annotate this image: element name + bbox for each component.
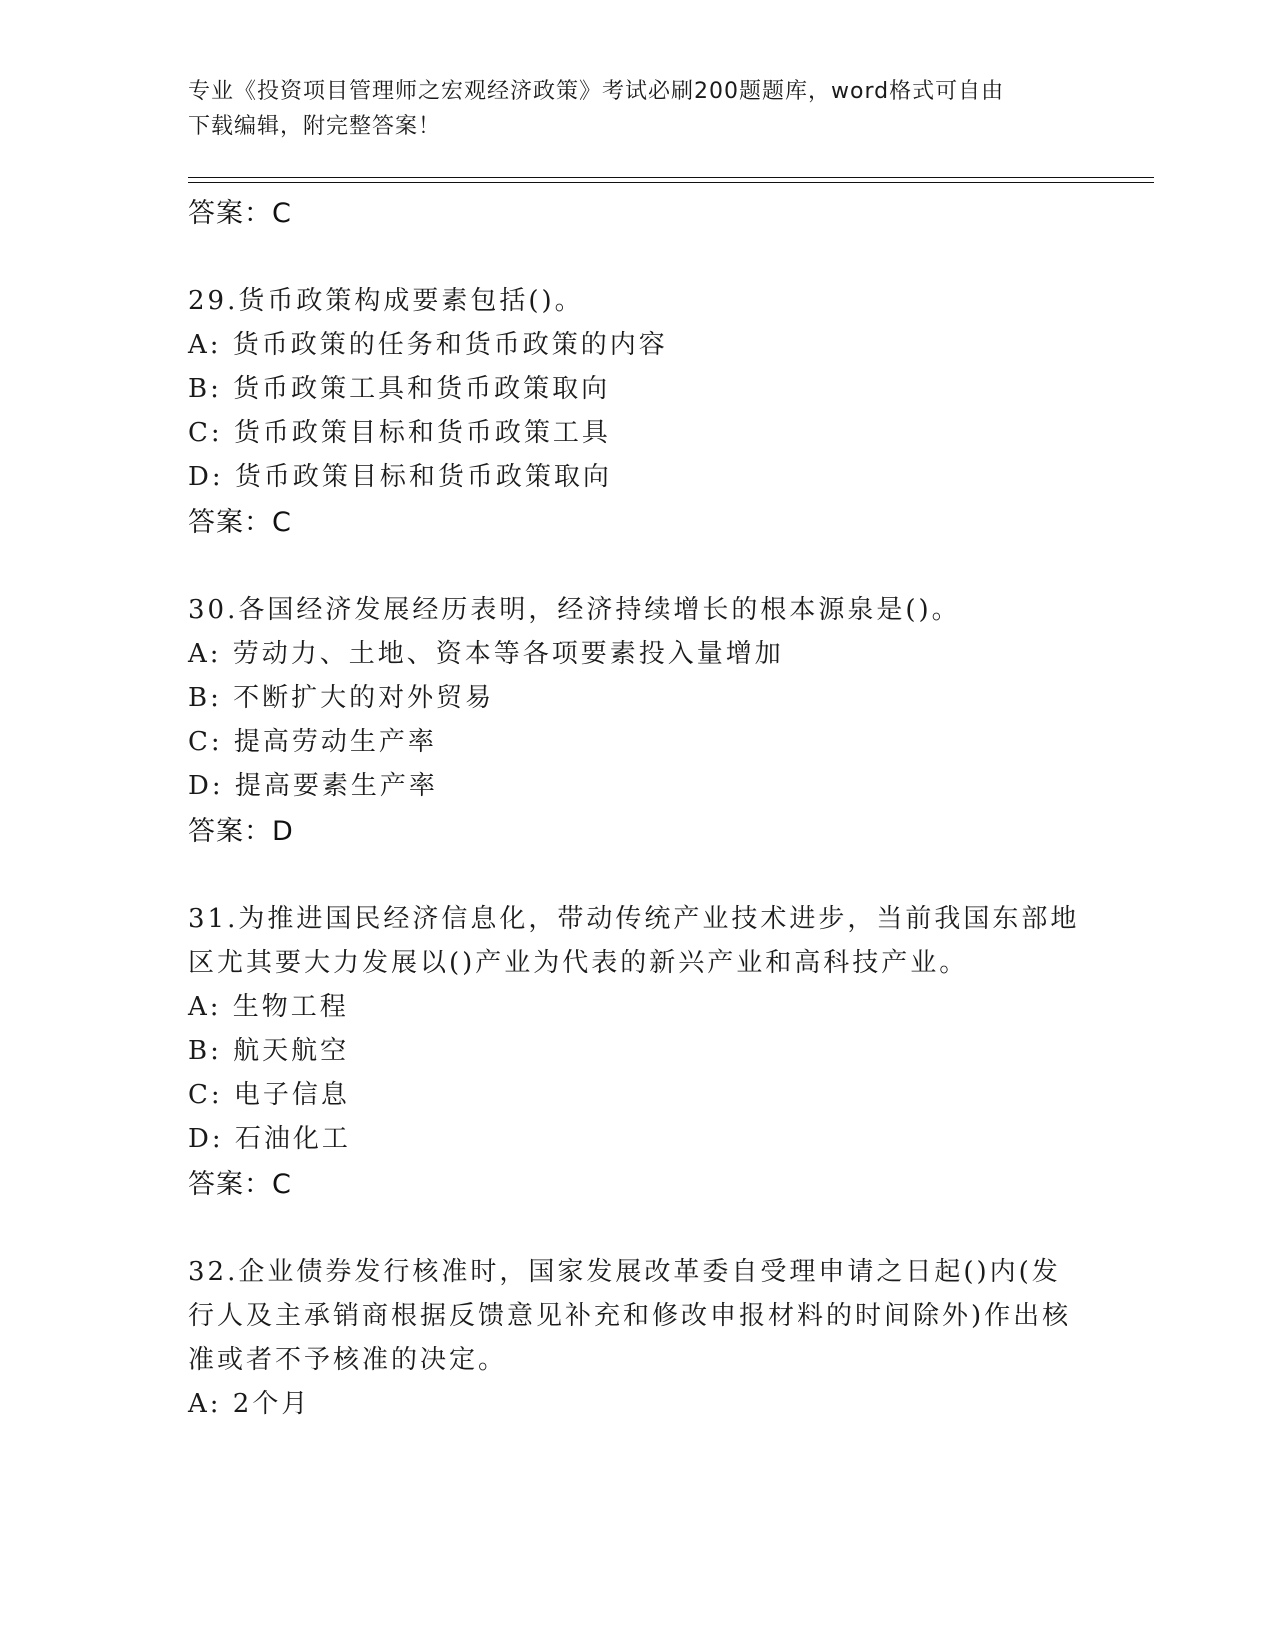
- question-text: 31.为推进国民经济信息化，带动传统产业技术进步，当前我国东部地: [188, 904, 1080, 934]
- option-b: B: 航天航空: [188, 1036, 350, 1066]
- header-line-1: 专业《投资项目管理师之宏观经济政策》考试必刷200题题库，word格式可自由: [188, 79, 1005, 104]
- question-text-continued: 行人及主承销商根据反馈意见补充和修改申报材料的时间除外)作出核: [188, 1301, 1072, 1331]
- option-a: A: 货币政策的任务和货币政策的内容: [188, 330, 668, 360]
- answer: 答案：C: [188, 1169, 292, 1200]
- option-c: C: 电子信息: [188, 1080, 350, 1110]
- option-d: D: 提高要素生产率: [188, 771, 438, 801]
- option-a: A: 2个月: [188, 1389, 311, 1419]
- option-c: C: 货币政策目标和货币政策工具: [188, 418, 611, 448]
- option-d: D: 货币政策目标和货币政策取向: [188, 462, 612, 492]
- question-text-continued: 区尤其要大力发展以()产业为代表的新兴产业和高科技产业。: [188, 948, 969, 978]
- header-divider-bottom: [188, 182, 1154, 183]
- header-line-2: 下载编辑，附完整答案！: [188, 114, 442, 139]
- option-b: B: 货币政策工具和货币政策取向: [188, 374, 611, 404]
- question-text: 30.各国经济发展经历表明，经济持续增长的根本源泉是()。: [188, 595, 961, 625]
- option-a: A: 生物工程: [188, 992, 349, 1022]
- option-b: B: 不断扩大的对外贸易: [188, 683, 495, 713]
- previous-answer: 答案：C: [188, 198, 292, 229]
- answer: 答案：C: [188, 507, 292, 538]
- question-text-continued: 准或者不予核准的决定。: [188, 1345, 508, 1375]
- document-header: [188, 74, 1088, 144]
- option-c: C: 提高劳动生产率: [188, 727, 437, 757]
- option-d: D: 石油化工: [188, 1124, 351, 1154]
- question-text: 32.企业债券发行核准时，国家发展改革委自受理申请之日起()内(发: [188, 1257, 1061, 1287]
- answer: 答案：D: [188, 816, 294, 847]
- header-divider-top: [188, 177, 1154, 178]
- option-a: A: 劳动力、土地、资本等各项要素投入量增加: [188, 639, 784, 669]
- question-text: 29.货币政策构成要素包括()。: [188, 286, 584, 316]
